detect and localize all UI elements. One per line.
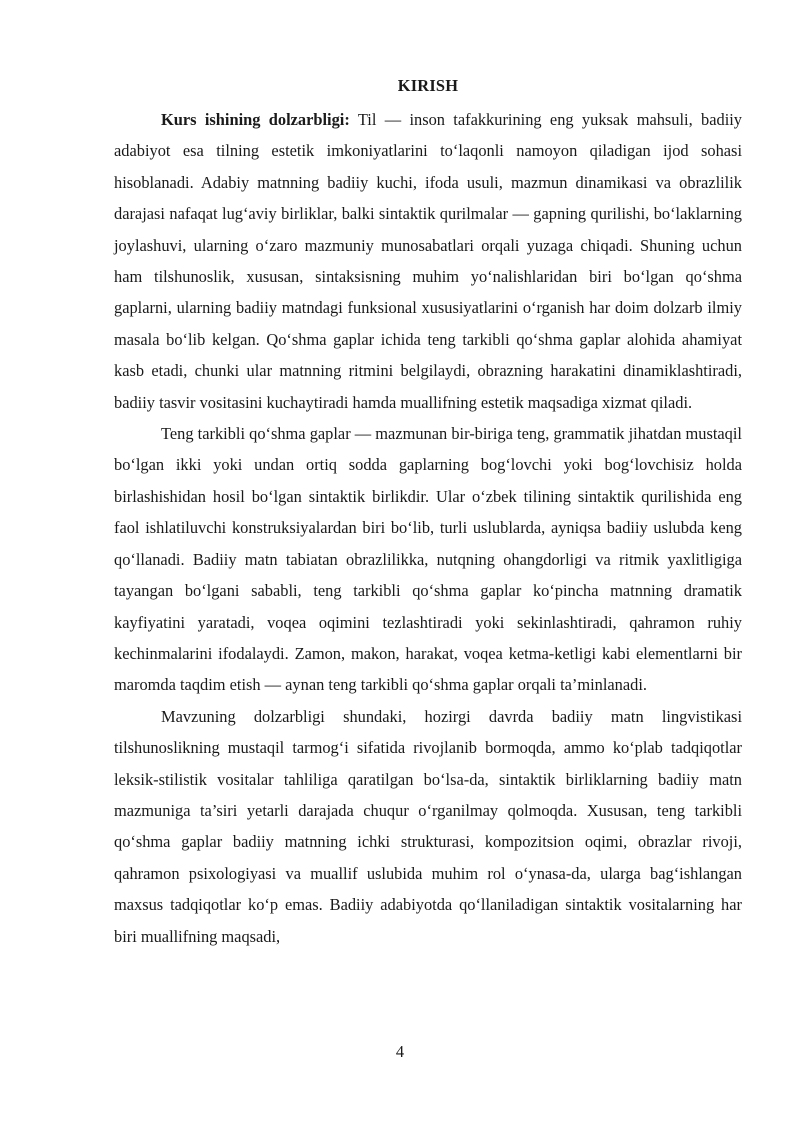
paragraph-definition bbox=[114, 418, 742, 701]
paragraph-text: Mavzuning dolzarbligi shundaki, hozirgi davrda badiiy matn lingvistikasi tilshunoslikning mustaqil tarmog‘i sifatida rivojlanib bormoqda, ammo ko‘plab tadqiqotlar leksik-stilistik vositalar tahliliga qaratilgan bo‘lsa-da, sintaktik birliklarning badiiy matn mazmuniga ta’siri yetarli darajada chuqur o‘rganilmay qolmoqda. Xususan, teng tarkibli qo‘shma gaplar badiiy matnning ichki strukturasi, kompozitsion oqimi, obrazlar rivoji, qahramon psixologiyasi va muallif uslubida muhim rol o‘ynasa-da, ularga bag‘ishlangan maxsus tadqiqotlar ko‘p emas. Badiiy adabiyotda qo‘llaniladigan sintaktik vositalarning har biri muallifning maqsadi, bbox=[114, 706, 742, 946]
paragraph-text: Til — inson tafakkurining eng yuksak mahsuli, badiiy adabiyot esa tilning estetik imkoniyatlarini to‘laqonli namoyon qiladigan ijod sohasi hisoblanadi. Adabiy matnning badiiy kuchi, ifoda usuli, mazmun dinamikasi va obrazlilik darajasi nafaqat lug‘aviy birliklar, balki sintaktik qurilmalar — gapning qurilishi, bo‘laklarning joylashuvi, ularning o‘zaro mazmuniy munosabatlari orqali yuzaga chiqadi. Shuning uchun ham tilshunoslik, xususan, sintaksisning muhim yo‘nalishlaridan biri bo‘lgan qo‘shma gaplarni, ularning badiiy matndagi funksional xususiyatlarini o‘rganish har doim dolzarb ilmiy masala bo‘lib kelgan. Qo‘shma gaplar ichida teng tarkibli qo‘shma gaplar alohida ahamiyat kasb etadi, chunki ular matnning ritmini belgilaydi, obrazning harakatini dinamiklashtiradi, badiiy tasvir vositasini kuchaytiradi hamda muallifning estetik maqsadiga xizmat qiladi. bbox=[114, 110, 742, 412]
page-content bbox=[114, 74, 742, 952]
paragraph-lead: Kurs ishining dolzarbligi: bbox=[161, 110, 350, 129]
paragraph-topic-relevance bbox=[114, 701, 742, 952]
section-title: KIRISH bbox=[397, 76, 459, 95]
paragraph-text: Teng tarkibli qo‘shma gaplar — mazmunan bir-biriga teng, grammatik jihatdan mustaqil bo‘lgan ikki yoki undan ortiq sodda gaplarning bog‘lovchi yoki bog‘lovchisiz holda birlashishidan hosil bo‘lgan sintaktik birlikdir. Ular o‘zbek tilining sintaktik qurilishida eng faol ishlatiluvchi konstruksiyalardan biri bo‘lib, turli uslublarda, ayniqsa badiiy uslubda keng qo‘llanadi. Badiiy matn tabiatan obrazlilikka, nutqning ohangdorligi va ritmik yaxlitligiga tayangan bo‘lgani sababli, teng tarkibli qo‘shma gaplar ko‘pincha matnning dramatik kayfiyatini yaratadi, voqea oqimini tezlashtiradi yoki sekinlashtiradi, qahramon ruhiy kechinmalarini ifodalaydi. Zamon, makon, harakat, voqea ketma-ketligi kabi elementlarni bir maromda taqdim etish — aynan teng tarkibli qo‘shma gaplar orqali ta’minlanadi. bbox=[114, 424, 742, 695]
paragraph-relevance bbox=[114, 104, 742, 418]
page-number: 4 bbox=[395, 1042, 405, 1061]
